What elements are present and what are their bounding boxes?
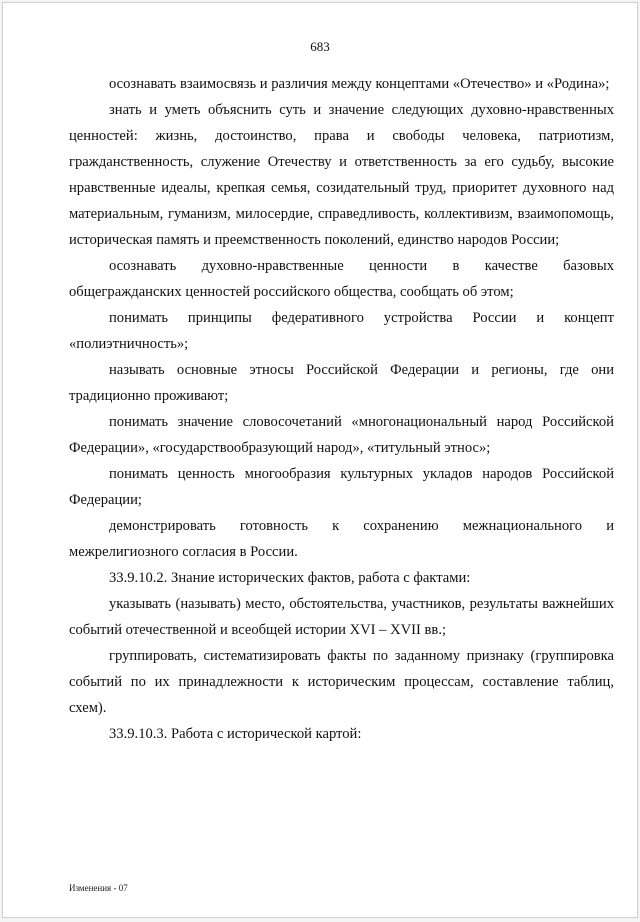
document-page (2, 2, 638, 918)
page-number: 683 (310, 39, 330, 54)
paragraph: называть основные этносы Российской Федерации и регионы, где они традиционно проживают; (69, 362, 614, 404)
section-heading: 33.9.10.3. Работа с исторической картой: (109, 726, 362, 742)
section-heading: 33.9.10.2. Знание исторических фактов, работа с фактами: (109, 570, 471, 586)
paragraph: понимать принципы федеративного устройства России и концепт «полиэтничность»; (69, 310, 614, 352)
paragraph: группировать, систематизировать факты по заданному признаку (группировка событий по их принадлежности к историческим процессам, составление таблиц, схем). (69, 648, 614, 716)
footer-note: Изменения - 07 (69, 883, 128, 893)
paragraph: указывать (называть) место, обстоятельства, участников, результаты важнейших событий отечественной и всеобщей истории XVI – XVII вв.; (69, 596, 614, 638)
document-body (69, 71, 614, 747)
paragraph: осознавать духовно-нравственные ценности в качестве базовых общегражданских ценностей российского общества, сообщать об этом; (69, 258, 614, 300)
paragraph: знать и уметь объяснить суть и значение следующих духовно-нравственных ценностей: жизнь, достоинство, права и свободы человека, патриотизм, гражданственность, служение Отечеству и ответственность за его судьбу, высокие нравственные идеалы, крепкая семья, созидательный труд, приоритет духовного над материальным, гуманизм, милосердие, справедливость, коллективизм, взаимопомощь, историческая память и преемственность поколений, единство народов России; (69, 102, 614, 248)
paragraph: демонстрировать готовность к сохранению межнационального и межрелигиозного согласия в России. (69, 518, 614, 560)
paragraph: понимать ценность многообразия культурных укладов народов Российской Федерации; (69, 466, 614, 508)
paragraph: понимать значение словосочетаний «многонациональный народ Российской Федерации», «государствообразующий народ», «титульный этнос»; (69, 414, 614, 456)
paragraph: осознавать взаимосвязь и различия между концептами «Отечество» и «Родина»; (109, 76, 610, 92)
